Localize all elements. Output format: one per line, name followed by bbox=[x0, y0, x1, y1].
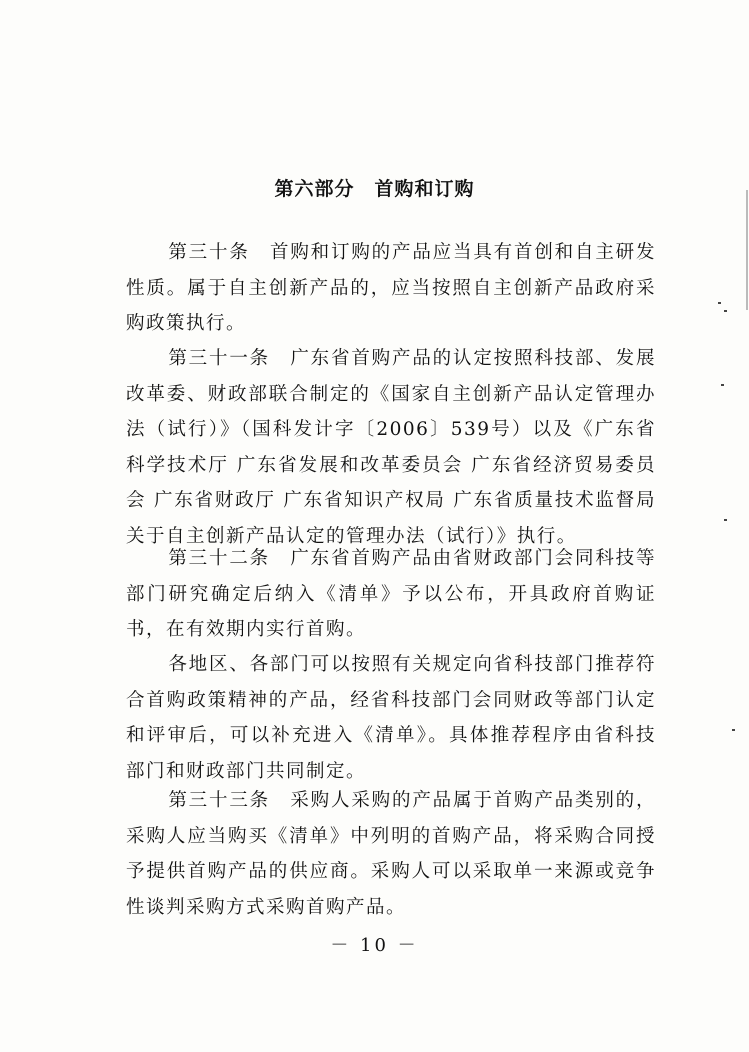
scan-speck bbox=[718, 302, 721, 304]
paragraph-text: 第三十三条 采购人采购的产品属于首购产品类别的，采购人应当购买《清单》中列明的首购产品，将采购合同授予提供首购产品的供应商。采购人可以采取单一来源或竞争性谈判采购方式采购首购产品。 bbox=[126, 790, 656, 918]
paragraph-text: 第三十条 首购和订购的产品应当具有首创和自主研发性质。属于自主创新产品的，应当按照自主创新产品政府采购政策执行。 bbox=[126, 242, 656, 334]
paragraph-text: 第三十二条 广东省首购产品由省财政部门会同科技等部门研究确定后纳入《清单》予以公布，开具政府首购证书，在有效期内实行首购。 bbox=[126, 548, 656, 640]
scan-edge-shadow bbox=[746, 190, 748, 310]
paragraph-article-33 bbox=[126, 783, 656, 925]
section-title: 第六部分 首购和订购 bbox=[274, 178, 475, 200]
scan-speck bbox=[721, 384, 724, 386]
paragraph-article-32 bbox=[126, 541, 656, 648]
paragraph-article-30 bbox=[126, 235, 656, 342]
page-number: － 10 － bbox=[330, 935, 419, 956]
scan-speck bbox=[724, 310, 727, 312]
paragraph-text: 各地区、各部门可以按照有关规定向省科技部门推荐符合首购政策精神的产品，经省科技部门会同财政等部门认定和评审后，可以补充进入《清单》。具体推荐程序由省科技部门和财政部门共同制定。 bbox=[126, 654, 656, 782]
paragraph-text: 第三十一条 广东省首购产品的认定按照科技部、发展改革委、财政部联合制定的《国家自主创新产品认定管理办法（试行）》（国科发计字〔2006〕539号）以及《广东省科学技术厅 广东省发展和改革委员会 广东省经济贸易委员会 广东省财政厅 广东省知识产权局 广东省质量技术监督局关于自主创新产品认定的管理办法（试行）》执行。 bbox=[126, 348, 656, 547]
scan-speck bbox=[732, 729, 735, 731]
paragraph-recommendation bbox=[126, 647, 656, 789]
paragraph-article-31 bbox=[126, 341, 656, 554]
scan-speck bbox=[724, 519, 727, 521]
